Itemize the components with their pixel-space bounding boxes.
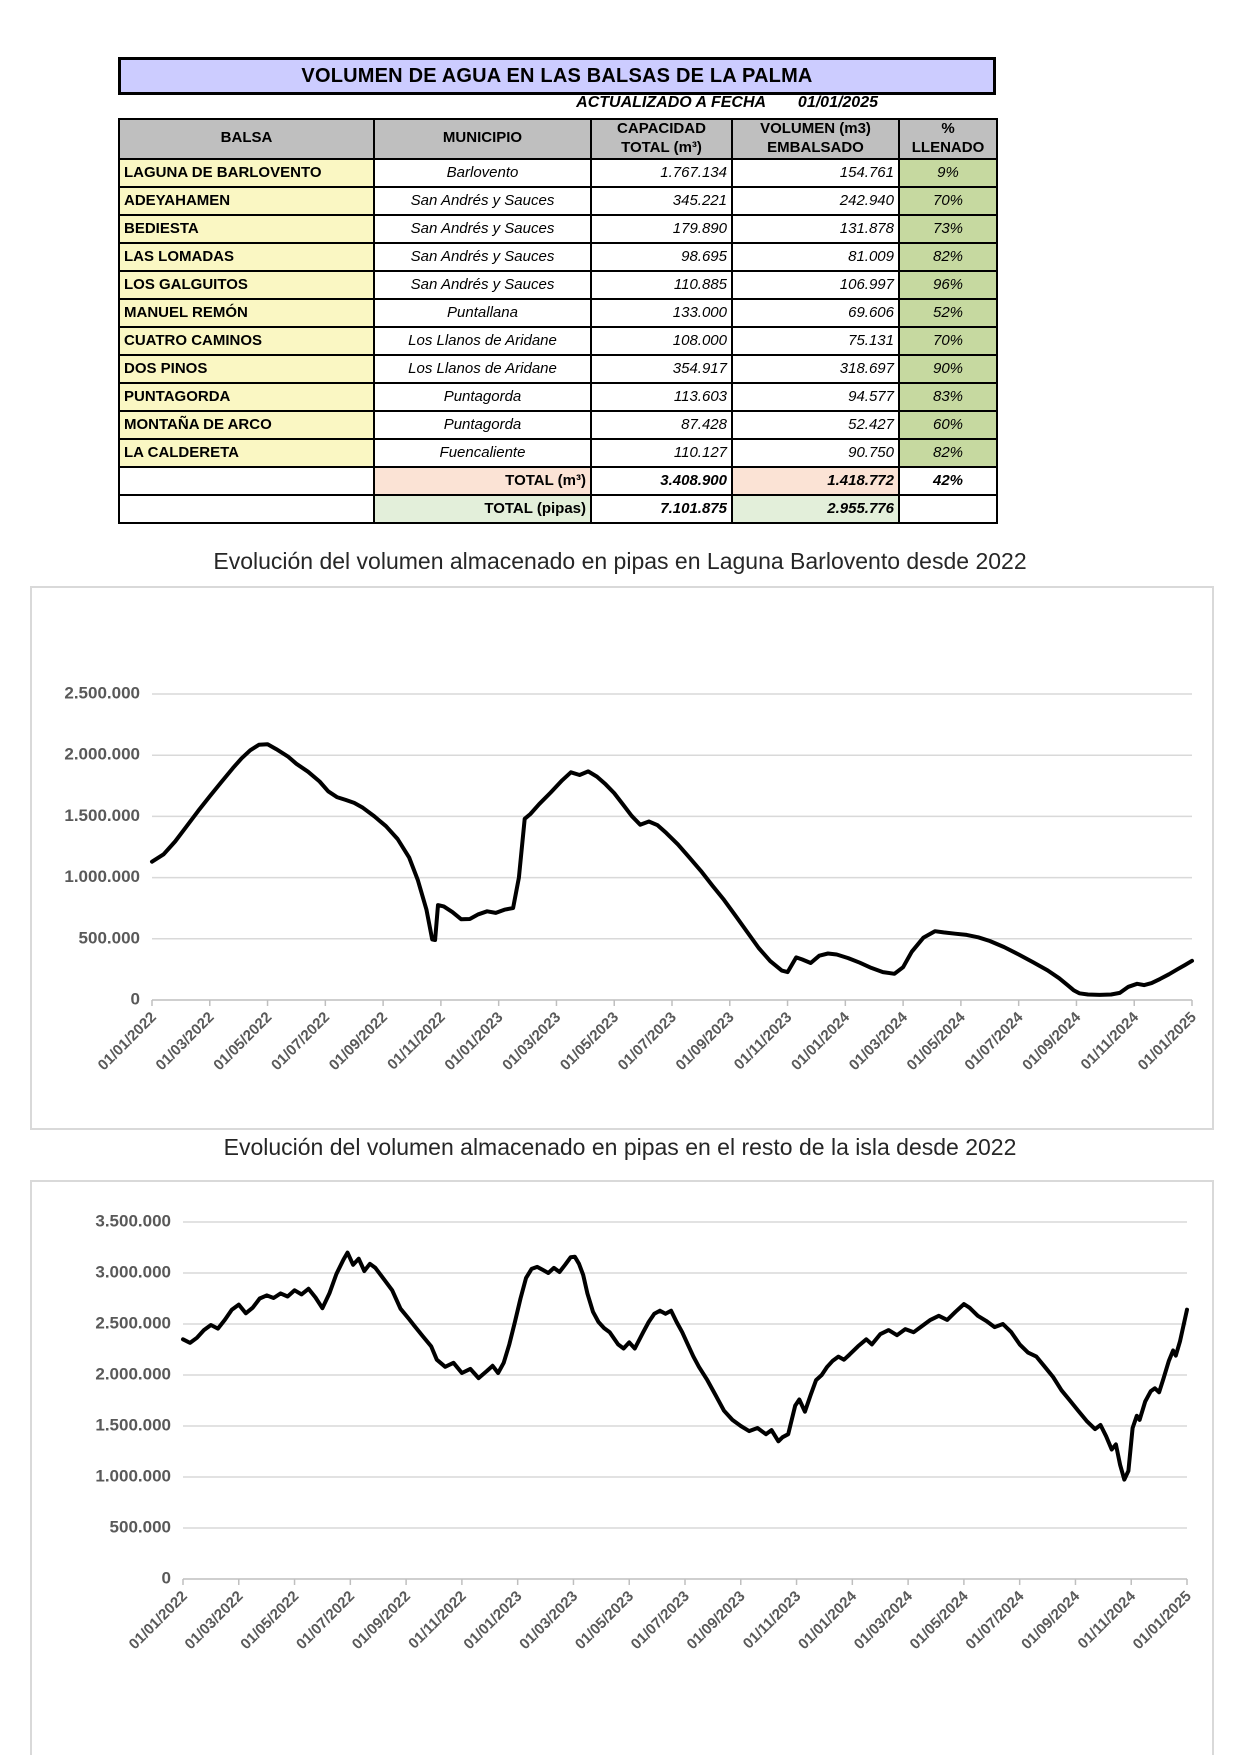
svg-text:01/01/2025: 01/01/2025	[1134, 1008, 1200, 1074]
updated-label: ACTUALIZADO A FECHA	[576, 94, 766, 111]
svg-text:2.500.000: 2.500.000	[95, 1313, 171, 1333]
chart-title-resto-isla: Evolución del volumen almacenado en pipas en el resto de la isla desde 2022	[223, 1134, 1017, 1160]
capacidad-cell: 133.000	[591, 299, 732, 327]
volumen-cell: 94.577	[732, 383, 899, 411]
svg-text:3.500.000: 3.500.000	[95, 1211, 171, 1231]
balsa-cell: PUNTAGORDA	[119, 383, 374, 411]
municipio-cell: San Andrés y Sauces	[374, 243, 591, 271]
svg-text:500.000: 500.000	[109, 1517, 171, 1537]
capacidad-cell: 345.221	[591, 187, 732, 215]
balsa-cell: LOS GALGUITOS	[119, 271, 374, 299]
municipio-cell: Los Llanos de Aridane	[374, 355, 591, 383]
svg-text:01/05/2023: 01/05/2023	[571, 1587, 638, 1653]
total-pipas-blank-cell	[119, 495, 374, 523]
municipio-cell: San Andrés y Sauces	[374, 215, 591, 243]
svg-text:01/03/2022: 01/03/2022	[181, 1587, 247, 1653]
svg-text:01/09/2023: 01/09/2023	[683, 1587, 749, 1653]
pct-cell: 52%	[899, 299, 997, 327]
col-header-volumen	[732, 119, 899, 159]
pct-cell: 60%	[899, 411, 997, 439]
svg-text:1.000.000: 1.000.000	[95, 1466, 171, 1486]
table-row	[119, 271, 997, 299]
volumen-cell: 318.697	[732, 355, 899, 383]
report-title: VOLUMEN DE AGUA EN LAS BALSAS DE LA PALMA	[301, 64, 813, 87]
municipio-cell: Puntagorda	[374, 411, 591, 439]
svg-text:0: 0	[130, 989, 140, 1009]
pct-cell: 73%	[899, 215, 997, 243]
total-m3-blank-cell	[119, 467, 374, 495]
table-row	[119, 411, 997, 439]
svg-text:01/05/2022: 01/05/2022	[210, 1008, 276, 1074]
table-header-row	[119, 119, 997, 159]
volumen-cell: 90.750	[732, 439, 899, 467]
svg-text:1.500.000: 1.500.000	[64, 805, 140, 825]
svg-text:01/07/2022: 01/07/2022	[293, 1587, 359, 1653]
municipio-cell: Barlovento	[374, 159, 591, 187]
col-header-llenado-line2: LLENADO	[911, 138, 985, 156]
volumen-cell: 131.878	[732, 215, 899, 243]
svg-text:01/09/2022: 01/09/2022	[325, 1008, 391, 1074]
svg-text:01/07/2024: 01/07/2024	[962, 1587, 1028, 1653]
total-pipas-volumen: 2.955.776	[732, 495, 899, 523]
municipio-cell: Puntagorda	[374, 383, 591, 411]
svg-text:01/05/2023: 01/05/2023	[556, 1008, 623, 1074]
table-row	[119, 355, 997, 383]
svg-text:01/03/2024: 01/03/2024	[850, 1587, 916, 1653]
svg-text:500.000: 500.000	[78, 928, 140, 948]
line-chart-laguna-barlovento	[30, 586, 1214, 1130]
table-row	[119, 439, 997, 467]
capacidad-cell: 113.603	[591, 383, 732, 411]
balsa-cell: CUATRO CAMINOS	[119, 327, 374, 355]
municipio-cell: Los Llanos de Aridane	[374, 327, 591, 355]
svg-text:01/11/2022: 01/11/2022	[384, 1008, 449, 1074]
volumen-cell: 242.940	[732, 187, 899, 215]
svg-text:01/09/2024: 01/09/2024	[1019, 1008, 1085, 1074]
pct-cell: 9%	[899, 159, 997, 187]
capacidad-cell: 108.000	[591, 327, 732, 355]
pct-cell: 90%	[899, 355, 997, 383]
svg-text:1.500.000: 1.500.000	[95, 1415, 171, 1435]
total-pipas-row	[119, 495, 997, 523]
balsas-table	[118, 118, 998, 524]
municipio-cell: Fuencaliente	[374, 439, 591, 467]
municipio-cell: San Andrés y Sauces	[374, 187, 591, 215]
balsa-cell: DOS PINOS	[119, 355, 374, 383]
total-m3-capacidad: 3.408.900	[591, 467, 732, 495]
capacidad-cell: 110.885	[591, 271, 732, 299]
balsa-cell: MONTAÑA DE ARCO	[119, 411, 374, 439]
svg-text:01/07/2022: 01/07/2022	[268, 1008, 334, 1074]
svg-text:01/03/2022: 01/03/2022	[152, 1008, 218, 1074]
svg-text:01/05/2024: 01/05/2024	[903, 1008, 969, 1074]
table-row	[119, 159, 997, 187]
updated-date: 01/01/2025	[797, 94, 878, 111]
total-pipas-label: TOTAL (pipas)	[374, 495, 591, 523]
col-header-llenado	[899, 119, 997, 159]
balsa-cell: ADEYAHAMEN	[119, 187, 374, 215]
svg-text:01/07/2023: 01/07/2023	[614, 1008, 680, 1074]
total-m3-pct: 42%	[899, 467, 997, 495]
table-row	[119, 215, 997, 243]
table-row	[119, 327, 997, 355]
capacidad-cell: 87.428	[591, 411, 732, 439]
svg-text:01/01/2025: 01/01/2025	[1129, 1587, 1195, 1653]
balsa-cell: MANUEL REMÓN	[119, 299, 374, 327]
municipio-cell: Puntallana	[374, 299, 591, 327]
svg-text:01/01/2022: 01/01/2022	[94, 1008, 160, 1074]
svg-text:3.000.000: 3.000.000	[95, 1262, 171, 1282]
volumen-cell: 52.427	[732, 411, 899, 439]
total-m3-volumen: 1.418.772	[732, 467, 899, 495]
svg-text:01/09/2022: 01/09/2022	[348, 1587, 414, 1653]
total-m3-row	[119, 467, 997, 495]
svg-text:01/11/2024: 01/11/2024	[1074, 1587, 1140, 1653]
col-header-llenado-line1: %	[941, 120, 955, 137]
svg-text:01/11/2023: 01/11/2023	[730, 1008, 796, 1074]
svg-text:01/11/2023: 01/11/2023	[739, 1587, 805, 1653]
capacidad-cell: 98.695	[591, 243, 732, 271]
svg-text:01/03/2023: 01/03/2023	[516, 1587, 582, 1653]
total-m3-label: TOTAL (m³)	[374, 467, 591, 495]
table-row	[119, 187, 997, 215]
table-row	[119, 383, 997, 411]
balsa-cell: LAS LOMADAS	[119, 243, 374, 271]
col-header-capacidad-line1: CAPACIDAD	[617, 120, 706, 137]
capacidad-cell: 354.917	[591, 355, 732, 383]
volumen-cell: 81.009	[732, 243, 899, 271]
svg-text:0: 0	[161, 1568, 171, 1588]
svg-text:01/01/2024: 01/01/2024	[795, 1587, 861, 1653]
svg-text:01/09/2023: 01/09/2023	[672, 1008, 738, 1074]
pct-cell: 82%	[899, 439, 997, 467]
volumen-cell: 69.606	[732, 299, 899, 327]
col-header-capacidad	[591, 119, 732, 159]
line-chart-resto-isla	[30, 1180, 1214, 1755]
capacidad-cell: 179.890	[591, 215, 732, 243]
col-header-capacidad-line2: TOTAL (m³)	[621, 138, 702, 156]
report-title-bar	[118, 57, 996, 95]
balsa-cell: LA CALDERETA	[119, 439, 374, 467]
svg-text:2.000.000: 2.000.000	[64, 744, 140, 764]
balsa-cell: BEDIESTA	[119, 215, 374, 243]
svg-text:01/09/2024: 01/09/2024	[1018, 1587, 1084, 1653]
volumen-cell: 106.997	[732, 271, 899, 299]
col-header-volumen-line1: VOLUMEN (m3)	[760, 120, 871, 137]
pct-cell: 82%	[899, 243, 997, 271]
svg-text:01/05/2024: 01/05/2024	[906, 1587, 972, 1653]
svg-text:01/01/2023: 01/01/2023	[441, 1008, 507, 1074]
updated-row	[118, 94, 878, 112]
pct-cell: 70%	[899, 327, 997, 355]
volumen-cell: 75.131	[732, 327, 899, 355]
capacidad-cell: 1.767.134	[591, 159, 732, 187]
svg-text:01/11/2022: 01/11/2022	[405, 1587, 470, 1653]
svg-text:01/07/2023: 01/07/2023	[627, 1587, 693, 1653]
svg-text:2.500.000: 2.500.000	[64, 683, 140, 703]
table-row	[119, 243, 997, 271]
svg-text:01/07/2024: 01/07/2024	[961, 1008, 1027, 1074]
table-row	[119, 299, 997, 327]
svg-text:2.000.000: 2.000.000	[95, 1364, 171, 1384]
chart-title-laguna: Evolución del volumen almacenado en pipas en Laguna Barlovento desde 2022	[213, 548, 1027, 574]
col-header-balsa: BALSA	[119, 119, 374, 159]
pct-cell: 96%	[899, 271, 997, 299]
svg-text:01/05/2022: 01/05/2022	[237, 1587, 303, 1653]
svg-text:01/01/2023: 01/01/2023	[460, 1587, 526, 1653]
svg-text:01/03/2023: 01/03/2023	[499, 1008, 565, 1074]
svg-text:01/11/2024: 01/11/2024	[1077, 1008, 1143, 1074]
svg-text:1.000.000: 1.000.000	[64, 867, 140, 887]
svg-text:01/03/2024: 01/03/2024	[845, 1008, 911, 1074]
total-pipas-blank-pct	[899, 495, 997, 523]
balsa-cell: LAGUNA DE BARLOVENTO	[119, 159, 374, 187]
col-header-volumen-line2: EMBALSADO	[767, 138, 864, 156]
pct-cell: 83%	[899, 383, 997, 411]
municipio-cell: San Andrés y Sauces	[374, 271, 591, 299]
svg-text:01/01/2024: 01/01/2024	[788, 1008, 854, 1074]
total-pipas-capacidad: 7.101.875	[591, 495, 732, 523]
pct-cell: 70%	[899, 187, 997, 215]
svg-text:01/01/2022: 01/01/2022	[125, 1587, 191, 1653]
volumen-cell: 154.761	[732, 159, 899, 187]
col-header-municipio: MUNICIPIO	[374, 119, 591, 159]
capacidad-cell: 110.127	[591, 439, 732, 467]
